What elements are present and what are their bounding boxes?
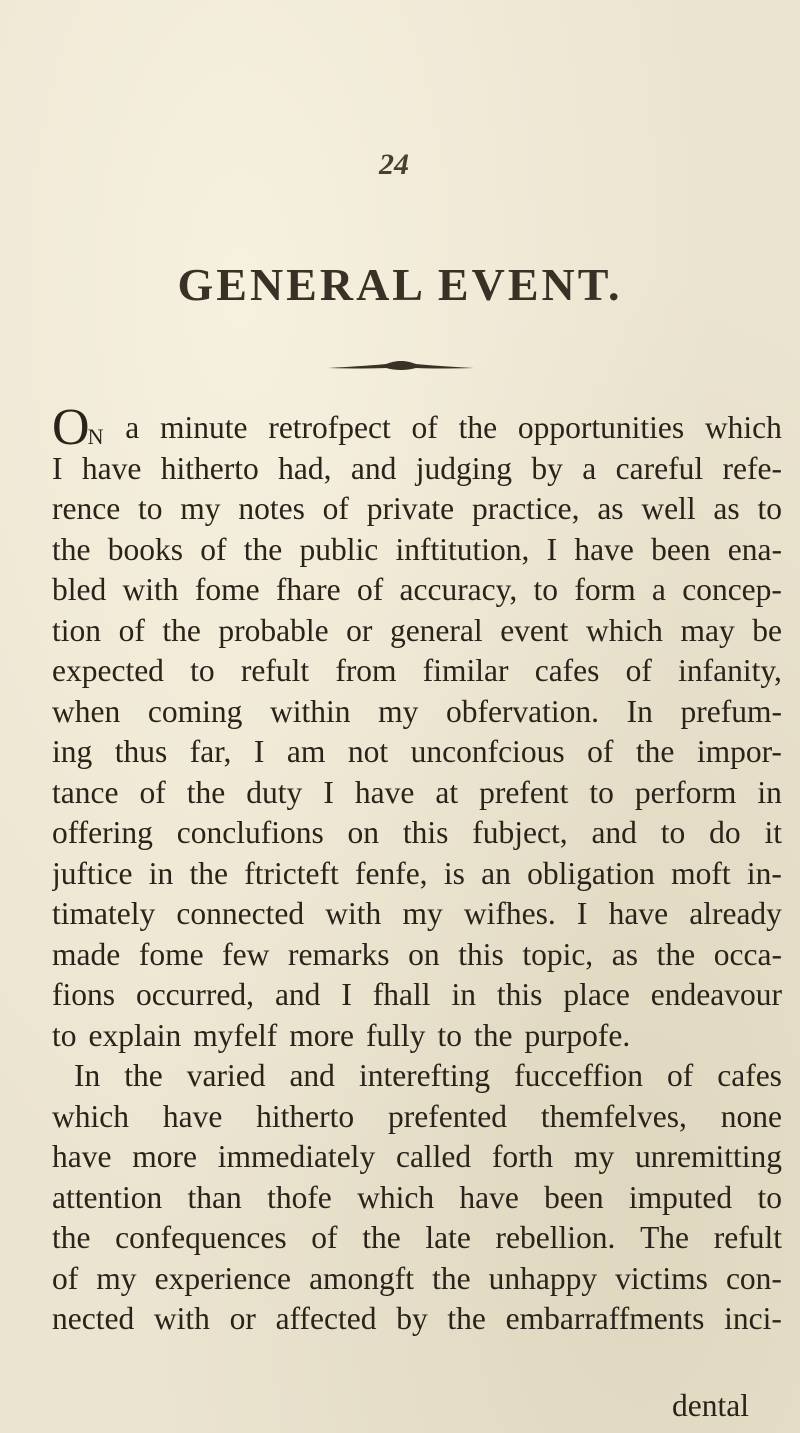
running-head: GENERAL EVENT. — [177, 259, 623, 310]
text-line: rence to my notes of private practice, as well as to — [52, 491, 782, 526]
text-line: timately connected with my wifhes. I have already — [52, 896, 782, 931]
text-line: expected to refult from fimilar cafes of infanity, — [52, 653, 782, 688]
catchword: dental — [672, 1388, 749, 1423]
text-line: when coming within my obfervation. In prefum- — [52, 693, 782, 729]
text-line: nected with or affected by the embarraffments inci- — [52, 1301, 782, 1336]
text-line: to explain myfelf more fully to the purpofe. — [52, 1017, 631, 1053]
text-line: juftice in the ftricteft fenfe, is an obligation moft in- — [52, 855, 782, 891]
text-line: tance of the duty I have at prefent to perform in — [52, 774, 782, 810]
text-line: which have hitherto prefented themfelves, none — [52, 1098, 782, 1134]
text-line: fions occurred, and I fhall in this place endeavour — [52, 977, 782, 1012]
text-line: In the varied and interefting fucceffion of cafes — [74, 1058, 782, 1093]
text-line: tion of the probable or general event which may be — [52, 612, 782, 648]
text-line: the confequences of the late rebellion. The refult — [52, 1220, 782, 1255]
text-line: ing thus far, I am not unconfcious of the impor- — [52, 734, 782, 769]
text-line: of my experience amongft the unhappy victims con- — [52, 1260, 782, 1296]
text-line: the books of the public inftitution, I have been ena- — [52, 531, 782, 567]
rule-ornament-icon — [326, 356, 476, 376]
text-line: have more immediately called forth my unremitting — [52, 1139, 782, 1174]
text-line: attention than thofe which have been imputed to — [52, 1179, 782, 1215]
text-line: I have hitherto had, and judging by a careful refe- — [52, 450, 782, 486]
text-line: ON a minute retrofpect of the opportunities which — [52, 408, 782, 449]
text-line: offering conclufions on this fubject, and to do it — [52, 815, 782, 850]
page-number: 24 — [379, 148, 409, 181]
text-line: bled with fome fhare of accuracy, to form a concep- — [52, 572, 782, 607]
text-line: made fome few remarks on this topic, as the occa- — [52, 936, 782, 972]
body-text — [52, 408, 782, 1340]
